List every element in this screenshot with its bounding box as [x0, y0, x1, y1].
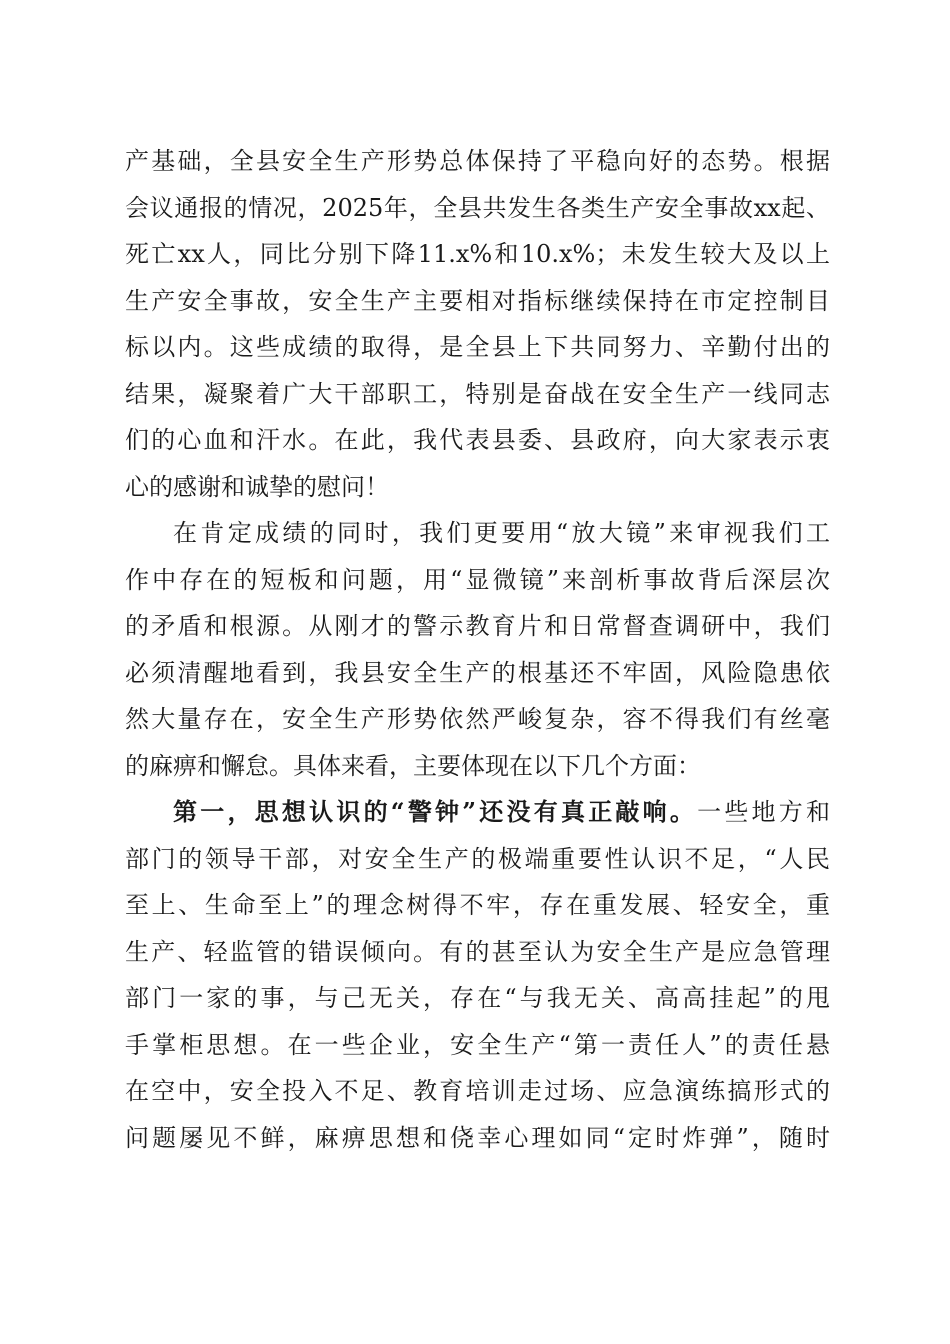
paragraph-2-line-1: 在肯定成绩的同时，我们更要用“放大镜”来审视我们工 [173, 519, 830, 547]
paragraph-3-line-1 [125, 789, 830, 836]
paragraph-3-heading-tail: 一些地方和 [697, 798, 831, 826]
paragraph-1-line-3: 死亡xx人，同比分别下降11.x%和10.x%；未发生较大及以上 [125, 240, 830, 268]
paragraph-3-line-2: 部门的领导干部，对安全生产的极端重要性认识不足，“人民 [125, 844, 830, 873]
paragraph-3-line-6: 手掌柜思想。在一些企业，安全生产“第一责任人”的责任悬 [125, 1030, 830, 1059]
paragraph-1-line-7: 们的心血和汗水。在此，我代表县委、县政府，向大家表示衷 [125, 426, 830, 454]
paragraph-2-line-4: 必须清醒地看到，我县安全生产的根基还不牢固，风险隐患依 [125, 658, 830, 687]
paragraph-1-line-5: 标以内。这些成绩的取得，是全县上下共同努力、辛勤付出的 [125, 333, 830, 361]
paragraph-3-line-8: 问题屡见不鲜，麻痹思想和侥幸心理如同“定时炸弹”，随时 [125, 1123, 830, 1152]
paragraph-1-line-8: 心的感谢和诚挚的慰问！ [125, 472, 389, 501]
paragraph-1-line-1: 产基础，全县安全生产形势总体保持了平稳向好的态势。根据 [125, 147, 830, 175]
paragraph-2-line-2: 作中存在的短板和问题，用“显微镜”来剖析事故背后深层次 [125, 565, 830, 594]
paragraph-2-line-3: 的矛盾和根源。从刚才的警示教育片和日常督查调研中，我们 [125, 612, 830, 640]
paragraph-3-line-5: 部门一家的事，与己无关，存在“与我无关、高高挂起”的甩 [125, 984, 830, 1012]
paragraph-3-line-7: 在空中，安全投入不足、教育培训走过场、应急演练搞形式的 [125, 1077, 830, 1105]
paragraph-2-line-5: 然大量存在，安全生产形势依然严峻复杂，容不得我们有丝毫 [125, 705, 830, 733]
section-heading: 第一，思想认识的“警钟”还没有真正敲响。 [173, 797, 698, 826]
paragraph-1-line-6: 结果，凝聚着广大干部职工，特别是奋战在安全生产一线同志 [125, 379, 830, 408]
paragraph-1-line-4: 生产安全事故，安全生产主要相对指标继续保持在市定控制目 [125, 286, 830, 315]
paragraph-3-line-4: 生产、轻监管的错误倾向。有的甚至认为安全生产是应急管理 [125, 937, 830, 966]
paragraph-3-line-3: 至上、生命至上”的理念树得不牢，存在重发展、轻安全，重 [125, 891, 830, 919]
body-text [125, 138, 830, 1161]
paragraph-1-line-2: 会议通报的情况，2025年，全县共发生各类生产安全事故xx起、 [125, 193, 830, 222]
paragraph-2-line-6: 的麻痹和懈怠。具体来看，主要体现在以下几个方面： [125, 751, 701, 780]
